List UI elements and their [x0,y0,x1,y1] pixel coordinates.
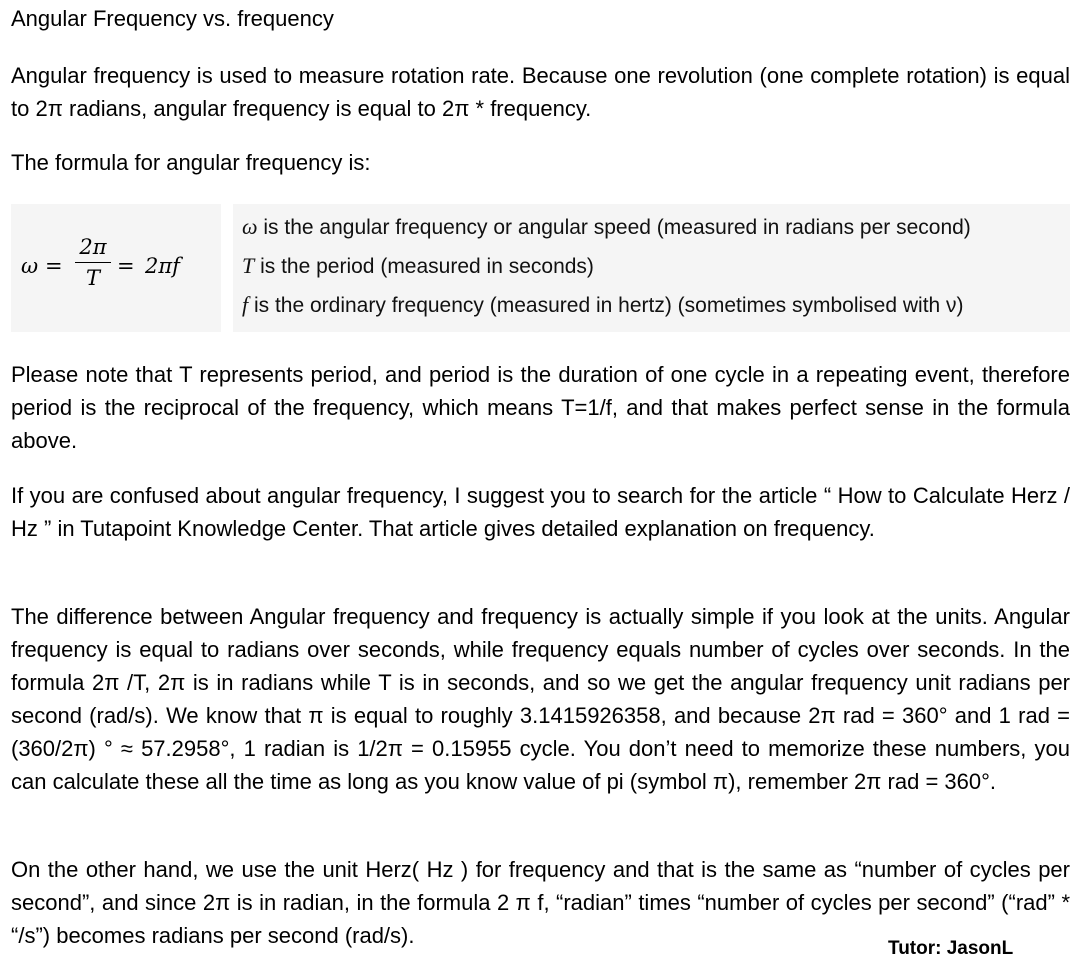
definition-frequency [242,292,964,319]
definition-omega [242,214,971,241]
definition-symbol: T [242,253,255,278]
equation-rhs: 2πf [145,254,180,278]
angular-frequency-equation [21,234,211,300]
equation-numerator: 2π [79,235,107,259]
equation-equals-2: = [117,254,135,278]
definition-text: is the ordinary frequency (measured in hertz) (sometimes symbolised with ν) [248,294,964,317]
equation-omega: ω [21,254,39,278]
fraction-bar [75,262,111,263]
equation-denominator: T [85,266,100,290]
equation-equals-1: = [45,254,63,278]
definition-symbol: f [242,292,249,317]
definition-text: is the period (measured in seconds) [254,255,594,278]
equation-fraction [75,234,111,291]
definition-period [242,253,594,280]
paragraph-formula-intro: The formula for angular frequency is: [11,150,371,175]
document-title: Angular Frequency vs. frequency [11,6,334,31]
paragraph-units-difference: The difference between Angular frequency and frequency is actually simple if you look at the units. Angular frequency is equal to radians over seconds, while frequency equals number of cycles over seconds. In the formula 2π /T, 2π is in radians while T is in seconds, and so we get the angular frequency unit radians per second (rad/s). We know that π is equal to roughly 3.1415926358, and because 2π rad = 360° and 1 rad = (360/2π) ° ≈ 57.2958°, 1 radian is 1/2π = 0.15955 cycle. You don’t need to memorize these numbers, you can calculate these all the time as long as you know value of pi (symbol π), remember 2π rad = 360°. [11,604,1070,794]
definition-text: is the angular frequency or angular speed (measured in radians per second) [257,216,971,239]
paragraph-article-reference: If you are confused about angular frequency, I suggest you to search for the article “ How to Calculate Herz / Hz ” in Tutapoint Knowledge Center. That article gives detailed explanation on frequency. [11,483,1070,541]
tutor-signature: Tutor: JasonL [888,938,1014,959]
paragraph-rotation-rate: Angular frequency is used to measure rotation rate. Because one revolution (one complete rotation) is equal to 2π radians, angular frequency is equal to 2π * frequency. [11,63,1070,121]
paragraph-period-note: Please note that T represents period, and period is the duration of one cycle in a repeating event, therefore period is the reciprocal of the frequency, which means T=1/f, and that makes perfect sense in the formula above. [11,362,1070,453]
definition-symbol: ω [242,214,258,239]
paragraph-herz-units: On the other hand, we use the unit Herz( Hz ) for frequency and that is the same as “number of cycles per second”, and since 2π is in radian, in the formula 2 π f, “radian” times “number of cycles per second” (“rad” * “/s”) becomes radians per second (rad/s). [11,857,1070,948]
formula-box [11,204,1070,332]
